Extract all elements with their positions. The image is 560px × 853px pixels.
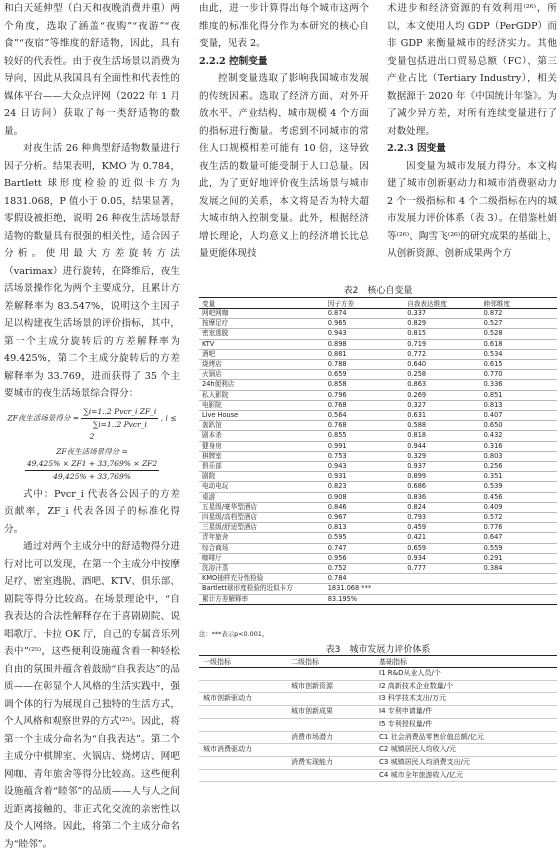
table-cell xyxy=(287,769,375,782)
table-row xyxy=(199,472,557,482)
table-cell: 1831.068 *** xyxy=(325,584,405,594)
table-cell: C2 城镇居民人均收入/元 xyxy=(375,744,557,757)
text-column-middle xyxy=(199,0,369,263)
table-cell: 24h便利店 xyxy=(199,380,325,390)
table-cell: C3 城镇居民人均消费支出/元 xyxy=(375,756,557,769)
table-cell: 0.409 xyxy=(481,502,557,512)
table-cell: 0.753 xyxy=(325,451,405,461)
table-cell: I4 专利申请量/件 xyxy=(375,706,557,719)
table-row xyxy=(199,553,557,563)
table-cell: 城市创新驱动力 xyxy=(199,693,287,706)
table-3-title: 表3 城市发展力评价体系 xyxy=(325,645,431,655)
table-row xyxy=(199,680,557,693)
table-cell: 0.316 xyxy=(481,441,557,451)
table-row xyxy=(199,309,557,319)
table-cell xyxy=(287,718,375,731)
table-cell xyxy=(287,744,375,757)
table-cell xyxy=(199,680,287,693)
table-cell: 棋牌室 xyxy=(199,451,325,461)
table-cell: 0.772 xyxy=(404,349,480,359)
table-cell: 0.931 xyxy=(325,472,405,482)
table-2-title: 表2 核心自变量 xyxy=(343,286,413,296)
table-cell: 剧院 xyxy=(199,472,325,482)
table-cell: 健身房 xyxy=(199,441,325,451)
table-cell: 青年旅舍 xyxy=(199,533,325,543)
table-cell xyxy=(199,731,287,744)
table-cell: 0.967 xyxy=(325,513,405,523)
table-cell: 三星级/舒适型酒店 xyxy=(199,523,325,533)
paragraph: 控制变量选取了影响我国城市发展的传统因素。选取了经济方面、对外开放水平、产业结构、城市规模 4 个方面的指标进行衡量。考虑到不同城市的常住人口规模相差可能有 10 倍，这导致夜生活的数量可能受制于人口总量。因此，为了更好地评价夜生活场景与城市发展之间的关系，本文将是否为特大超大城市纳入控制变量。此外，根据经济增长理论，人均意义上的经济增长比总量更能体现技 xyxy=(199,73,369,259)
equation-lhs: ZF夜生活场景得分 = xyxy=(56,446,128,456)
table-row xyxy=(199,329,557,339)
table-cell: 0.269 xyxy=(404,390,480,400)
table-cell xyxy=(287,693,375,706)
table-cell xyxy=(481,574,557,584)
table-cell: 烧烤店 xyxy=(199,360,325,370)
table-cell: 0.719 xyxy=(404,339,480,349)
table-row xyxy=(199,319,557,329)
table-cell: 0.858 xyxy=(325,380,405,390)
column-header: 一级指标 xyxy=(199,656,287,668)
table-row xyxy=(199,380,557,390)
table-cell: 0.421 xyxy=(404,533,480,543)
table-cell: 0.803 xyxy=(481,451,557,461)
table-row xyxy=(199,594,557,604)
paragraph: 和白天延伸型（白天和夜晚消费并重）两个角度，选取了涵盖“夜购”“夜游”“夜食”“夜宿”等维度的舒适物，因此，具有较好的代表性。由于夜生活场景以消费为导向，因此从我国具有全面性和代表性的媒体平台——大众点评网（2022 年 1 月 24 日访问）获取了每一类舒适物的数量。 xyxy=(4,3,180,137)
table-cell: 0.934 xyxy=(404,553,480,563)
table-cell: 0.956 xyxy=(325,553,405,563)
column-header: 基础指标 xyxy=(375,656,557,668)
paragraph: 因变量为城市发展力得分。本文构建了城市创新驱动力和城市消费驱动力 2 个一级指标和 4 个二级指标在内的城市发展力评价体系（表 3）。在借鉴杜娟等⁽²⁶⁾、陶雪飞⁽²⁶⁾的研究成果的基础上，从创新资源、创新成果两个方 xyxy=(387,160,557,259)
equation-fraction xyxy=(25,458,159,483)
table-cell: 0.846 xyxy=(325,502,405,512)
table-row xyxy=(199,574,557,584)
table-cell xyxy=(287,668,375,681)
table-cell: 城市创新成果 xyxy=(287,706,375,719)
table-cell: 0.872 xyxy=(481,309,557,319)
table-cell: 0.874 xyxy=(325,309,405,319)
text-column-left xyxy=(4,0,180,853)
equation-condition: , i ≤ 2 xyxy=(89,413,177,441)
equation-2 xyxy=(4,446,180,483)
table-cell: 0.650 xyxy=(481,421,557,431)
table-row xyxy=(199,693,557,706)
table-cell: 累计方差解释率 xyxy=(199,594,325,604)
table-cell: 按摩足疗 xyxy=(199,319,325,329)
table-row xyxy=(199,482,557,492)
table-cell xyxy=(199,769,287,782)
table-header-row xyxy=(199,656,557,668)
table-cell: 0.908 xyxy=(325,492,405,502)
table-cell: 四星级/高档型酒店 xyxy=(199,513,325,523)
table-row xyxy=(199,756,557,769)
table-row xyxy=(199,718,557,731)
table-row xyxy=(199,421,557,431)
table-cell: 0.813 xyxy=(325,523,405,533)
table-cell: 电动电玩 xyxy=(199,482,325,492)
table-cell: 网吧网咖 xyxy=(199,309,325,319)
table-cell: 五星级/豪华型酒店 xyxy=(199,502,325,512)
table-row xyxy=(199,370,557,380)
table-cell: 0.813 xyxy=(481,400,557,410)
table-row xyxy=(199,349,557,359)
table-cell: 0.898 xyxy=(325,339,405,349)
table-cell xyxy=(199,668,287,681)
table-cell: 0.564 xyxy=(325,411,405,421)
table-cell xyxy=(404,594,480,604)
table-cell: 0.776 xyxy=(481,523,557,533)
table-2-note: 注：***表示p<0.001。 xyxy=(199,630,269,638)
table-row xyxy=(199,441,557,451)
table-cell: 0.747 xyxy=(325,543,405,553)
table-cell: 0.770 xyxy=(481,370,557,380)
table-cell: 0.815 xyxy=(404,329,480,339)
column-header: 因子方差 xyxy=(325,298,405,309)
table-cell: 电影院 xyxy=(199,400,325,410)
equation-1 xyxy=(4,406,180,443)
table-cell: 0.527 xyxy=(481,319,557,329)
table-row xyxy=(199,543,557,553)
table-cell: 0.796 xyxy=(325,390,405,400)
table-cell: 0.534 xyxy=(481,349,557,359)
table-cell: 咖啡厅 xyxy=(199,553,325,563)
paragraph: 由此，进一步计算得出每个城市这两个维度的标准化得分作为本研究的核心自变量，见表 2。 xyxy=(199,3,369,49)
table-cell: 0.824 xyxy=(404,502,480,512)
table-cell: 0.615 xyxy=(481,360,557,370)
table-cell: 俱乐部 xyxy=(199,462,325,472)
equation-denominator: 49,425% + 33,769% xyxy=(53,471,131,481)
equation-numerator: 49,425% × ZF1 + 33,769% × ZF2 xyxy=(25,458,159,471)
table-cell: 私人影院 xyxy=(199,390,325,400)
table-cell: Live House xyxy=(199,411,325,421)
table-row xyxy=(199,451,557,461)
paragraph: 通过对两个主成分中的舒适物得分进行对比可以发现，在第一个主成分中按摩足疗、密室逃脱、酒吧、KTV、俱乐部、剧院等得分比较高。在场景理论中，“自我表达的合法性解释存在于喜剧剧院、说唱歌厅、卡拉 OK 厅，自己的专属音乐列表中”⁽²⁵⁾，这些便利设施蕴含着一种轻松自由的氛围并蕴含着鼓励“自我表达”的品质——在彰显个人风格的生活实践中，强调个体的行为展现自己独特的生活方式，个人风格和观察世界的方式⁽²⁵⁾。因此，将第一个主成分命名为“自我表达”。第二个主成分中棋牌室、火锅店、烧烤店、网吧网咖、青年旅舍等得分比较高。这些便利设施蕴含着“睦邻”的品质——人与人之间近距离接触的、非正式化交流的亲密性以及个人网络。因此，将第二个主成分命名为“睦邻”。 xyxy=(4,541,180,850)
paragraph: 式中：Pvcr_i 代表各公因子的方差贡献率，ZF_i 代表各因子的标准化得分。 xyxy=(4,488,180,535)
table-cell: 0.855 xyxy=(325,431,405,441)
table-cell: 0.631 xyxy=(404,411,480,421)
table-cell: 0.595 xyxy=(325,533,405,543)
table-cell: C1 社会消费品零售价值总额/亿元 xyxy=(375,731,557,744)
table-cell: 0.768 xyxy=(325,421,405,431)
table-cell: 0.863 xyxy=(404,380,480,390)
table-row xyxy=(199,584,557,594)
table-cell: 0.659 xyxy=(325,370,405,380)
table-row xyxy=(199,360,557,370)
table-row xyxy=(199,400,557,410)
equation-numerator: ∑i=1..2 Pvcr_i ZF_i xyxy=(81,406,158,419)
table-cell: I1 R&D从业人员/个 xyxy=(375,668,557,681)
table-row xyxy=(199,706,557,719)
table-cell: 0.944 xyxy=(404,441,480,451)
table-cell: 0.336 xyxy=(481,380,557,390)
equation-lhs: ZF夜生活场景得分 = xyxy=(7,413,80,422)
column-header: 变量 xyxy=(199,298,325,309)
table-cell: 0.784 xyxy=(325,574,405,584)
column-header: 二级指标 xyxy=(287,656,375,668)
table-cell: I2 高新技术企业数量/个 xyxy=(375,680,557,693)
table-cell: 0.407 xyxy=(481,411,557,421)
table-cell: 0.258 xyxy=(404,370,480,380)
table-cell: 0.823 xyxy=(325,482,405,492)
section-heading: 2.2.2 控制变量 xyxy=(199,55,268,67)
table-cell: 0.965 xyxy=(325,319,405,329)
table-cell: 消费实现能力 xyxy=(287,756,375,769)
table-cell: 酒吧 xyxy=(199,349,325,359)
table-row xyxy=(199,744,557,757)
table-cell: 0.768 xyxy=(325,400,405,410)
table-cell: 0.337 xyxy=(404,309,480,319)
table-row xyxy=(199,513,557,523)
table-cell: KMO抽样充分性检验 xyxy=(199,574,325,584)
table-2 xyxy=(199,297,557,605)
table-cell: 0.559 xyxy=(481,543,557,553)
table-cell: Bartlett球形度检验的近似卡方 xyxy=(199,584,325,594)
table-cell xyxy=(404,574,480,584)
table-row xyxy=(199,731,557,744)
section-heading: 2.2.3 因变量 xyxy=(387,143,446,154)
table-cell: 0.686 xyxy=(404,482,480,492)
table-cell: 0.991 xyxy=(325,441,405,451)
table-cell: 0.291 xyxy=(481,553,557,563)
table-row xyxy=(199,668,557,681)
table-cell: 综合商场 xyxy=(199,543,325,553)
table-cell xyxy=(481,594,557,604)
table-cell: 0.327 xyxy=(404,400,480,410)
table-cell xyxy=(199,718,287,731)
table-cell: 0.899 xyxy=(404,472,480,482)
table-cell: 0.777 xyxy=(404,564,480,574)
text-column-right xyxy=(387,0,557,263)
table-cell: 0.851 xyxy=(481,390,557,400)
table-cell: 0.618 xyxy=(481,339,557,349)
table-row xyxy=(199,431,557,441)
table-cell: 密室逃脱 xyxy=(199,329,325,339)
table-3 xyxy=(199,655,557,782)
table-row xyxy=(199,390,557,400)
table-cell: 0.256 xyxy=(481,462,557,472)
table-cell: 0.528 xyxy=(481,329,557,339)
table-cell xyxy=(404,584,480,594)
paragraph: 术进步和经济资源的有效利用⁽²⁶⁾，所以，本文使用人均 GDP（PerGDP）而非 GDP 来衡量城市的经济实力。其他变量包括进出口贸易总额（FC）、第三产业占比（Tertiary Industry），相关数据源于 2020 年《中国统计年鉴》。为了减少异方差，对所有连续变量进行了对数处理。 xyxy=(387,3,557,137)
table-cell: C4 城市全年旅游收入/亿元 xyxy=(375,769,557,782)
table-cell: 0.829 xyxy=(404,319,480,329)
table-cell: 消费市场潜力 xyxy=(287,731,375,744)
table-header-row xyxy=(199,298,557,309)
table-row xyxy=(199,769,557,782)
paragraph: 对夜生活 26 种典型舒适物数量进行因子分析。结果表明，KMO 为 0.784，Bartlett 球形度检验的近似卡方为 1831.068，P 值小于 0.05，结果显著，零假设被拒绝，说明 26 种夜生活场景舒适物的数量具有很强的相关性，适合因子分析。使用最大方差旋转方法（varimax）进行旋转，在降维后，夜生活场景操作化为两个主要成分，且累计方差解释率为 83.547%，说明这个主因子足以构建夜生活场景的评价指标，其中，第一个主成分旋转后的方差解释率为 49.425%，第二个主成分旋转后的方差解释率为 33.769，进而获得了 35 个主要城市的夜生活场景综合得分： xyxy=(4,143,180,399)
table-cell: 83.195% xyxy=(325,594,405,604)
column-header: 自我表达维度 xyxy=(404,298,480,309)
table-cell: 0.788 xyxy=(325,360,405,370)
table-row xyxy=(199,339,557,349)
table-cell: 火锅店 xyxy=(199,370,325,380)
table-cell: 0.752 xyxy=(325,564,405,574)
table-row xyxy=(199,502,557,512)
table-cell: 0.943 xyxy=(325,462,405,472)
table-cell: 0.329 xyxy=(404,451,480,461)
table-cell: 轰趴馆 xyxy=(199,421,325,431)
table-cell: 0.937 xyxy=(404,462,480,472)
table-cell: 0.432 xyxy=(481,431,557,441)
equation-fraction xyxy=(81,406,158,431)
table-cell xyxy=(199,756,287,769)
table-row xyxy=(199,492,557,502)
table-cell: 桌游 xyxy=(199,492,325,502)
table-cell: 洗浴汗蒸 xyxy=(199,564,325,574)
table-cell: 0.881 xyxy=(325,349,405,359)
table-row xyxy=(199,533,557,543)
table-cell: 0.793 xyxy=(404,513,480,523)
table-cell: 0.647 xyxy=(481,533,557,543)
column-header: 睦邻维度 xyxy=(481,298,557,309)
table-cell: 0.659 xyxy=(404,543,480,553)
table-cell: 0.818 xyxy=(404,431,480,441)
table-row xyxy=(199,564,557,574)
table-cell: I5 专利授权量/件 xyxy=(375,718,557,731)
table-cell: 0.456 xyxy=(481,492,557,502)
table-row xyxy=(199,411,557,421)
table-cell: 城市消费驱动力 xyxy=(199,744,287,757)
table-cell: 0.836 xyxy=(404,492,480,502)
table-row xyxy=(199,523,557,533)
table-row xyxy=(199,462,557,472)
equation-denominator: ∑i=1..2 Pvcr_i xyxy=(92,419,147,429)
table-cell: 0.459 xyxy=(404,523,480,533)
table-cell: 剧本杀 xyxy=(199,431,325,441)
table-cell: 0.572 xyxy=(481,513,557,523)
table-cell: 0.539 xyxy=(481,482,557,492)
table-cell xyxy=(199,706,287,719)
table-cell: 0.351 xyxy=(481,472,557,482)
table-cell: 0.384 xyxy=(481,564,557,574)
table-cell xyxy=(481,584,557,594)
table-cell: 0.588 xyxy=(404,421,480,431)
table-cell: I3 科学技术支出/万元 xyxy=(375,693,557,706)
table-cell: KTV xyxy=(199,339,325,349)
table-cell: 城市创新资源 xyxy=(287,680,375,693)
table-cell: 0.943 xyxy=(325,329,405,339)
table-cell: 0.640 xyxy=(404,360,480,370)
